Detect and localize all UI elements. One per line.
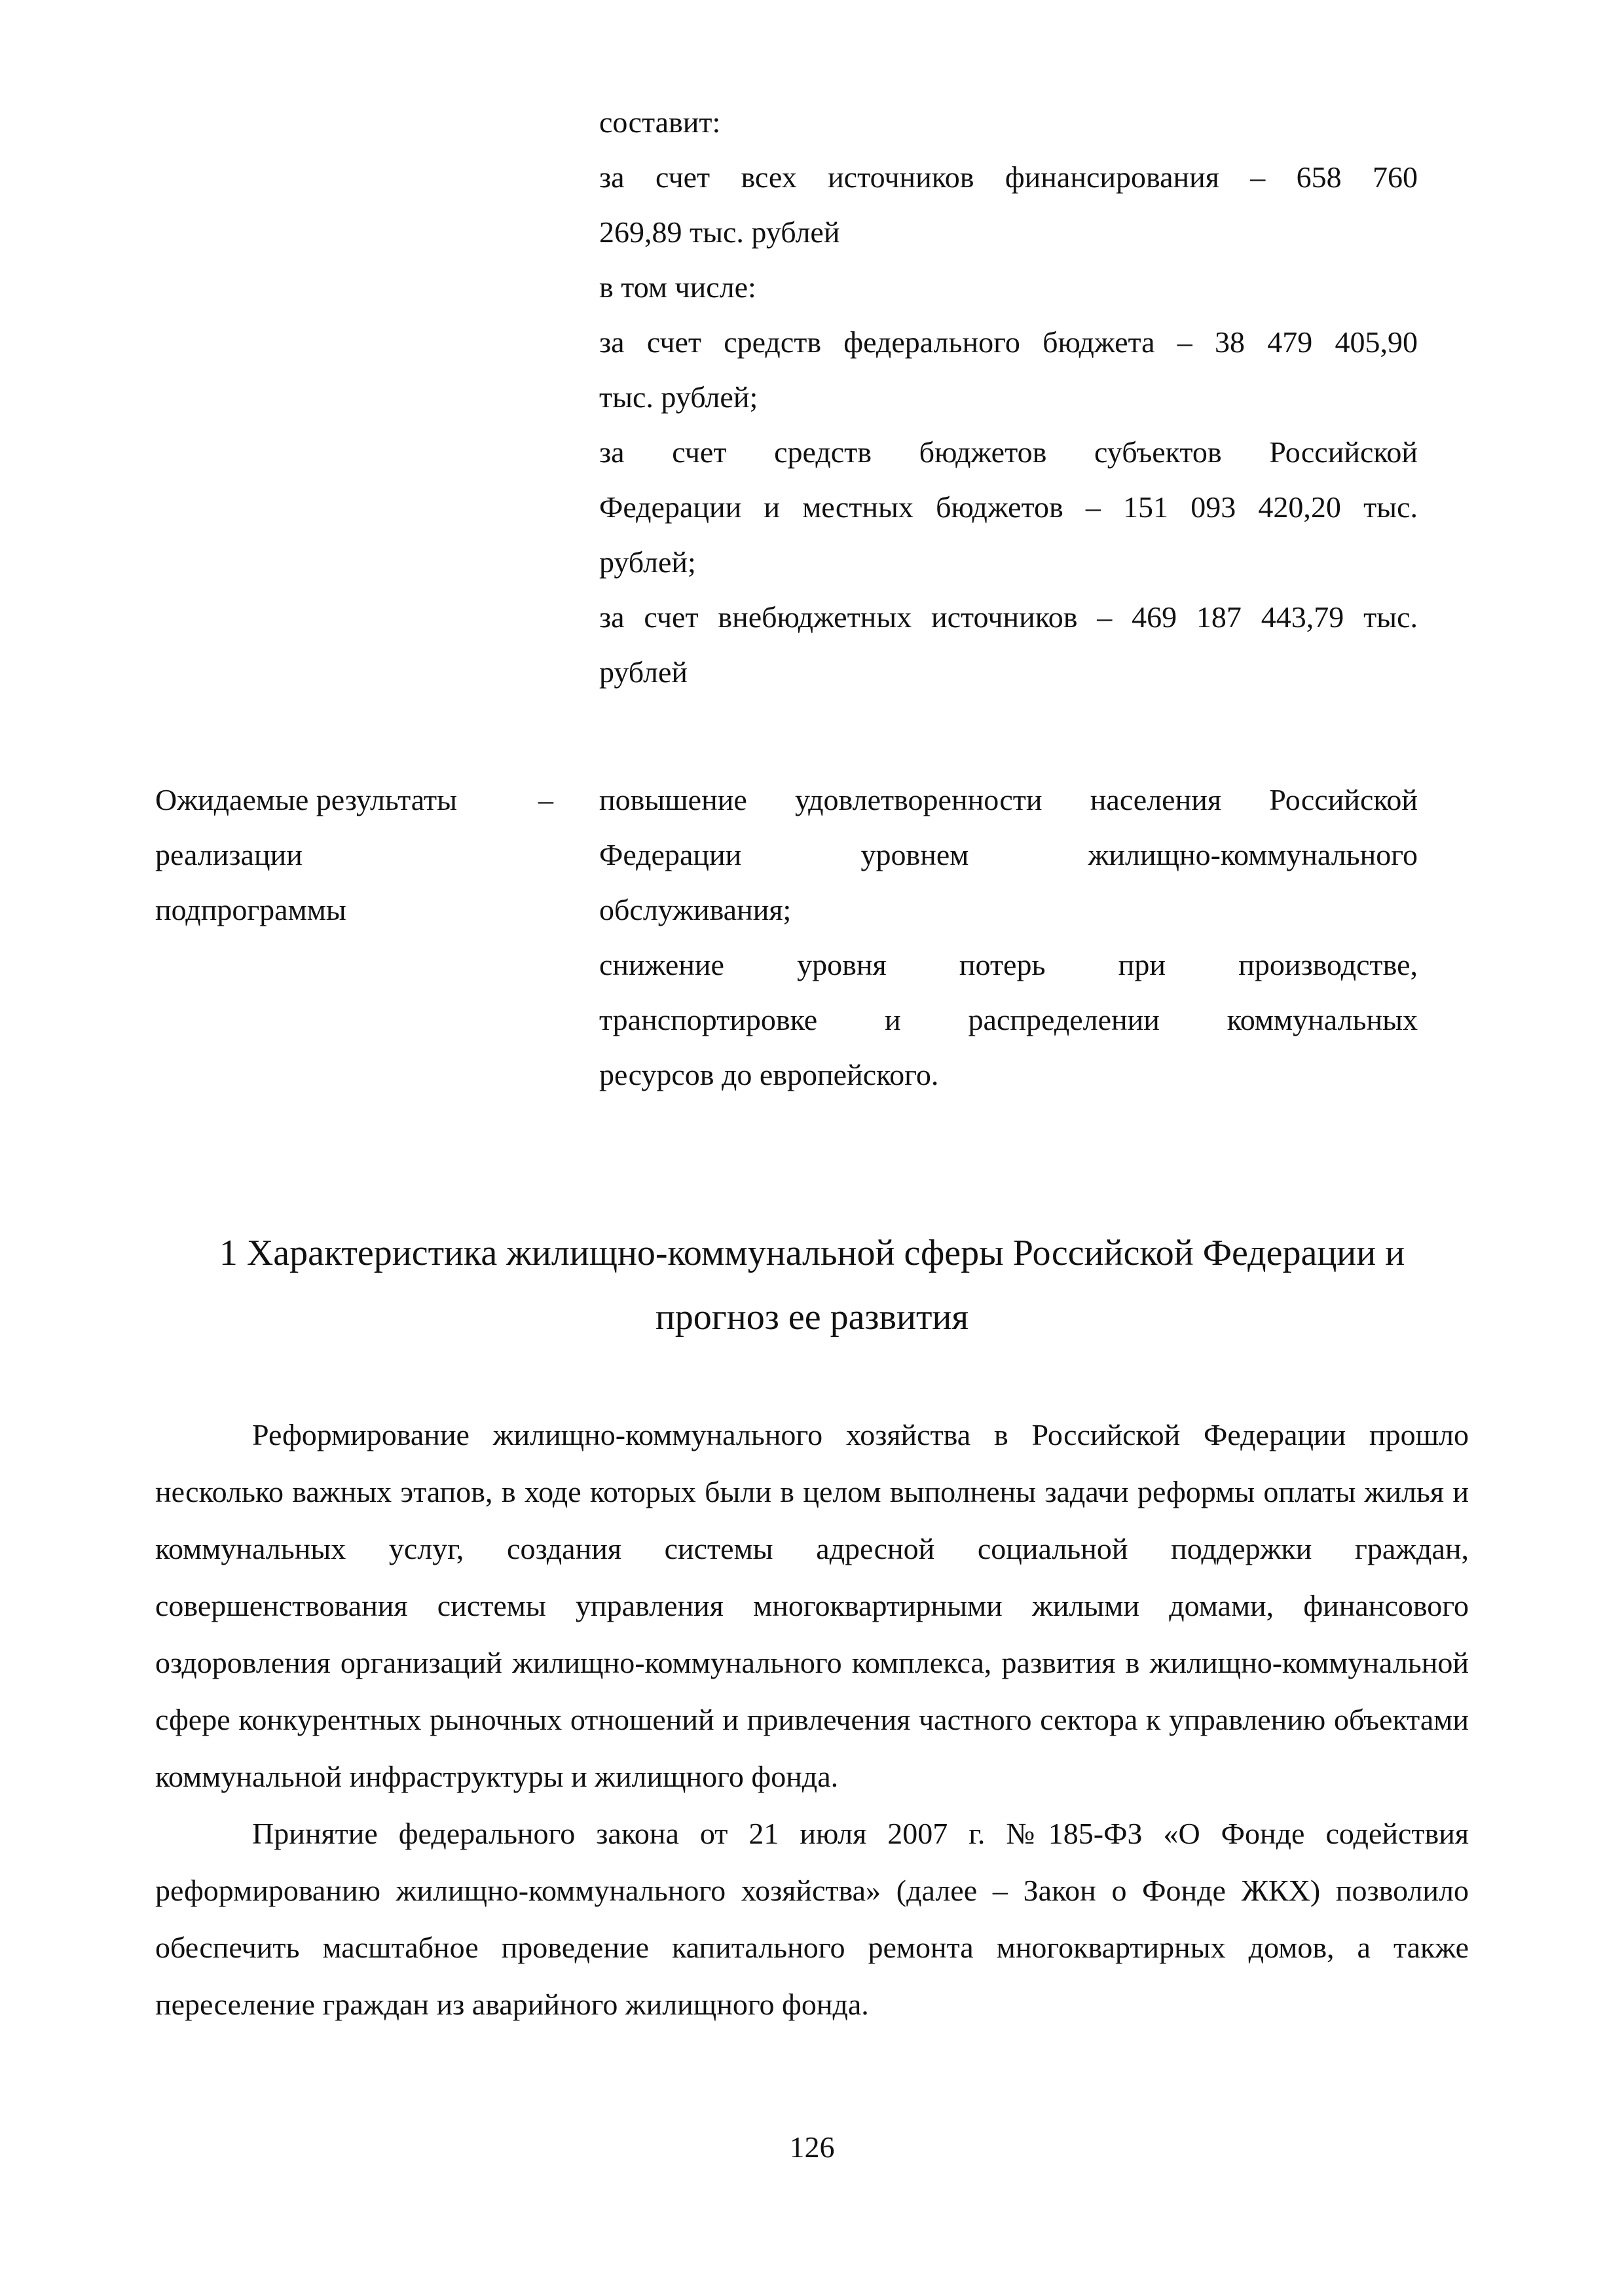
- paragraph: Принятие федерального закона от 21 июля 2007 г. №185-ФЗ «О Фонде содействия реформированию жилищно-коммунального хозяйства» (далее – Закон о Фонде ЖКХ) позволило обеспечить масштабное проведение капитального ремонта многоквартирных домов, а также переселение граждан из аварийного жилищного фонда.: [155, 1817, 1469, 2021]
- results-label-line: реализации: [155, 838, 303, 871]
- funding-line: составит:: [599, 105, 721, 139]
- funding-line: тыс. рублей;: [599, 380, 758, 414]
- paragraph: Реформирование жилищно-коммунального хозяйства в Российской Федерации прошло несколько важных этапов, в ходе которых были в целом выполнены задачи реформы оплаты жилья и коммунальных услуг, создания системы адресной социальной поддержки граждан, совершенствования системы управления многоквартирными жилыми домами, финансового оздоровления организаций жилищно-коммунального комплекса, развития в жилищно-коммунальной сфере конкурентных рыночных отношений и привлечения частного сектора к управлению объектами коммунальной инфраструктуры и жилищного фонда.: [155, 1418, 1469, 1793]
- funding-block: [599, 95, 1418, 700]
- funding-line: рублей: [599, 655, 688, 689]
- funding-line: за счет средств бюджетов субъектов Российской: [599, 435, 1418, 469]
- results-label-line: подпрограммы: [155, 893, 346, 926]
- results-label: [155, 773, 522, 938]
- results-value: [599, 773, 1418, 1102]
- page-number: 126: [789, 2130, 835, 2164]
- section-title: [155, 1221, 1469, 1349]
- results-label-line: Ожидаемые результаты: [155, 783, 458, 816]
- funding-line: в том числе:: [599, 270, 756, 304]
- results-value-line: обслуживания;: [599, 893, 792, 926]
- funding-line: рублей;: [599, 545, 696, 579]
- results-value-line: ресурсов до европейского.: [599, 1058, 939, 1091]
- body-text: [155, 1406, 1469, 2033]
- funding-line: Федерации и местных бюджетов – 151 093 420,20 тыс.: [599, 490, 1418, 524]
- results-value-line: снижение уровня потерь при производстве,: [599, 948, 1418, 981]
- funding-line: за счет всех источников финансирования – 658 760: [599, 160, 1418, 194]
- section-title-line-1: 1 Характеристика жилищно-коммунальной сферы Российской Федерации и: [219, 1233, 1405, 1273]
- funding-line: за счет внебюджетных источников – 469 187 443,79 тыс.: [599, 600, 1418, 634]
- funding-line: 269,89 тыс. рублей: [599, 215, 840, 249]
- results-value-line: транспортировке и распределении коммунальных: [599, 1003, 1418, 1036]
- funding-line: за счет средств федерального бюджета – 38 479 405,90: [599, 325, 1418, 359]
- section-title-line-2: прогноз ее развития: [655, 1297, 969, 1338]
- results-value-line: повышение удовлетворенности населения Российской: [599, 783, 1418, 816]
- results-dash: –: [538, 783, 553, 816]
- results-value-line: Федерации уровнем жилищно-коммунального: [599, 838, 1418, 871]
